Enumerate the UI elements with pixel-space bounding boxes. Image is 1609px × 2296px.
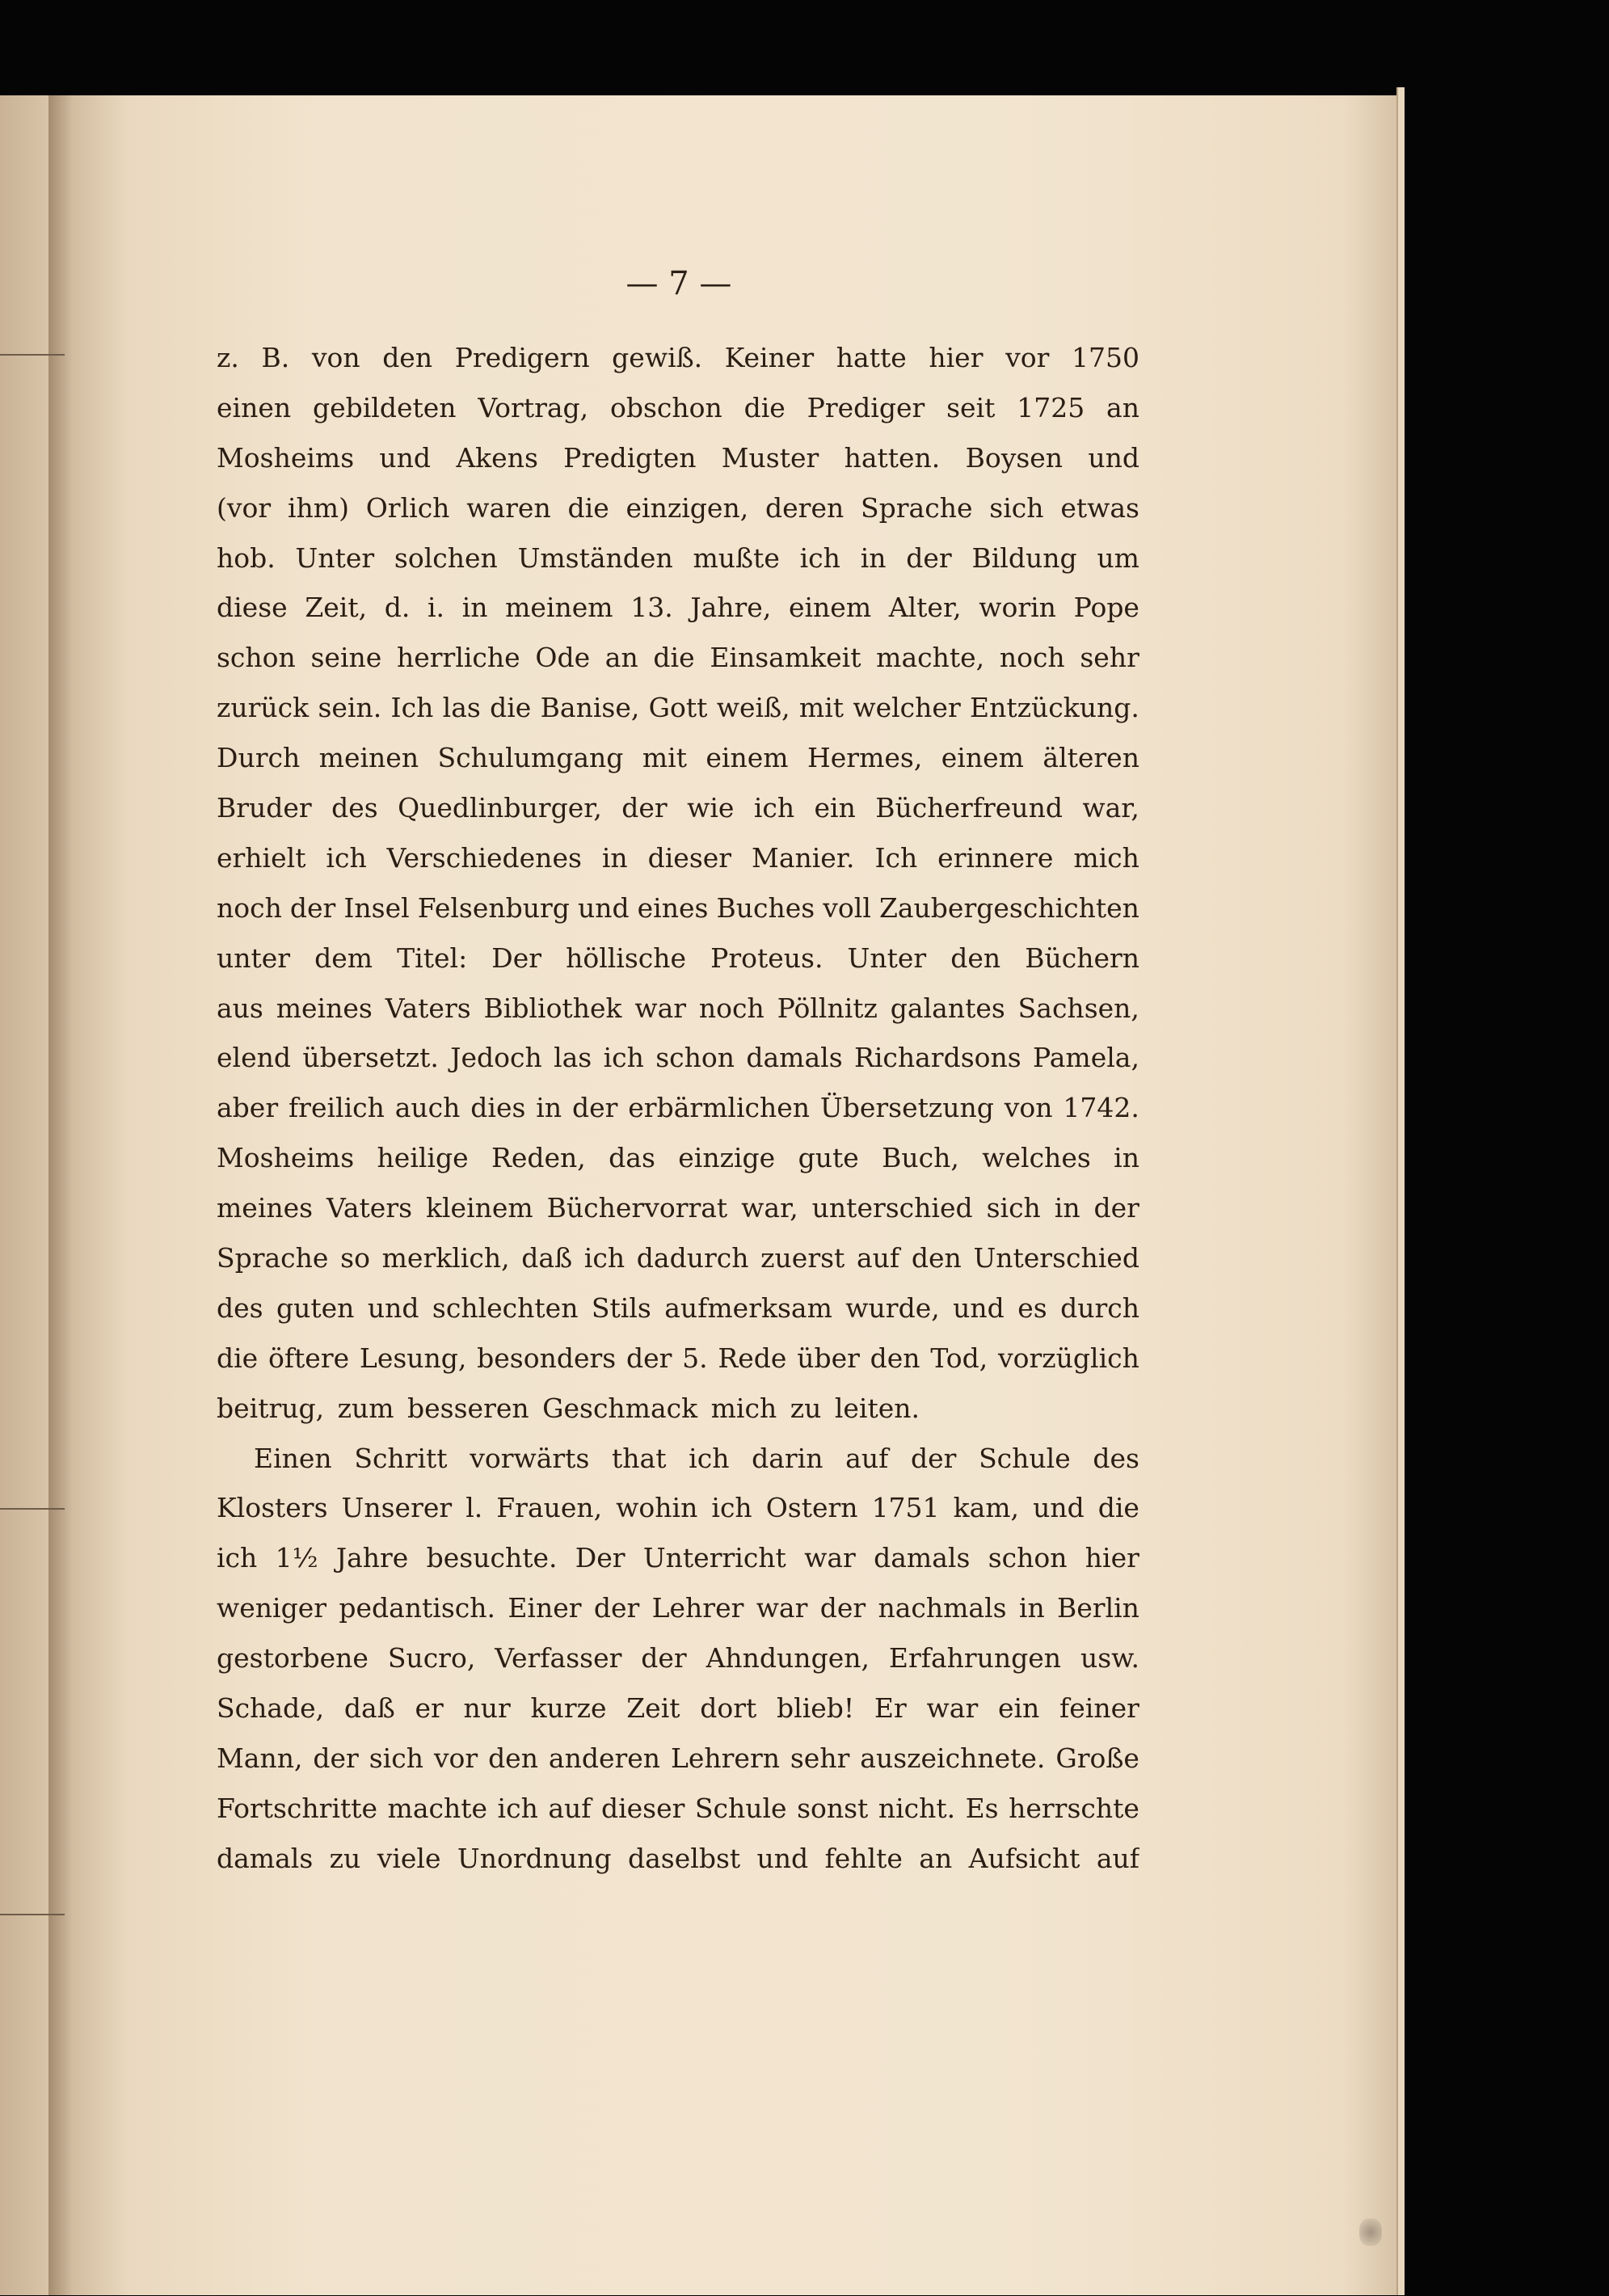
text-line: Sprache so merklich, daß ich dadurch zuerst auf den Unterschied — [217, 1242, 1139, 1274]
text-line: weniger pedantisch. Einer der Lehrer war der nachmals in Berlin — [217, 1592, 1139, 1624]
text-line: schon seine herrliche Ode an die Einsamkeit machte, noch sehr — [217, 642, 1139, 674]
text-line: einen gebildeten Vortrag, obschon die Prediger seit 1725 an — [217, 391, 1139, 423]
text-line: diese Zeit, d. i. in meinem 13. Jahre, einem Alter, worin Pope — [217, 592, 1139, 624]
text-line: die öftere Lesung, besonders der 5. Rede über den Tod, vorzüglich — [217, 1342, 1139, 1374]
text-line: elend übersetzt. Jedoch las ich schon damals Richardsons Pamela, — [217, 1042, 1139, 1074]
right-page-edge — [1396, 87, 1405, 2295]
text-line: ich 1½ Jahre besuchte. Der Unterricht war damals schon hier — [217, 1542, 1139, 1574]
text-line: Fortschritte machte ich auf dieser Schule sonst nicht. Es herrschte — [217, 1792, 1139, 1824]
text-line: beitrug, zum besseren Geschmack mich zu leiten. — [217, 1392, 920, 1424]
text-line: gestorbene Sucro, Verfasser der Ahndungen, Erfahrungen usw. — [217, 1642, 1139, 1675]
text-line: Einen Schritt vorwärts that ich darin auf der Schule des — [254, 1442, 1139, 1474]
gutter-shadow — [48, 95, 73, 2295]
text-line: Schade, daß er nur kurze Zeit dort blieb! Er war ein feiner — [217, 1692, 1139, 1725]
text-line: Mosheims heilige Reden, das einzige gute Buch, welches in — [217, 1142, 1139, 1174]
text-line: (vor ihm) Orlich waren die einzigen, deren Sprache sich etwas — [217, 491, 1139, 524]
page-number: — 7 — — [625, 265, 732, 302]
margin-mark — [0, 1914, 65, 1915]
body-text — [217, 333, 1139, 1884]
text-line: aber freilich auch dies in der erbärmlichen Übersetzung von 1742. — [217, 1092, 1139, 1124]
text-line: hob. Unter solchen Umständen mußte ich in der Bildung um — [217, 541, 1139, 574]
text-line: Klosters Unserer l. Frauen, wohin ich Ostern 1751 kam, und die — [217, 1492, 1139, 1524]
text-line: des guten und schlechten Stils aufmerksam wurde, und es durch — [217, 1291, 1139, 1324]
text-line: damals zu viele Unordnung daselbst und fehlte an Aufsicht auf — [217, 1842, 1139, 1874]
text-line: Mann, der sich vor den anderen Lehrern sehr auszeichnete. Große — [217, 1742, 1139, 1774]
page-smudge — [1359, 2218, 1382, 2246]
text-line: meines Vaters kleinem Büchervorrat war, unterschied sich in der — [217, 1192, 1139, 1224]
text-line: zurück sein. Ich las die Banise, Gott weiß, mit welcher Entzückung. — [217, 692, 1139, 724]
text-line: erhielt ich Verschiedenes in dieser Manier. Ich erinnere mich — [217, 841, 1139, 874]
text-line: unter dem Titel: Der höllische Proteus. Unter den Büchern — [217, 942, 1139, 974]
margin-mark — [0, 354, 65, 356]
text-line: Bruder des Quedlinburger, der wie ich ein Bücherfreund war, — [217, 792, 1139, 824]
text-line: z. B. von den Predigern gewiß. Keiner hatte hier vor 1750 — [217, 342, 1139, 373]
text-line: Durch meinen Schulumgang mit einem Hermes, einem älteren — [217, 742, 1139, 774]
margin-mark — [0, 1508, 65, 1510]
text-line: Mosheims und Akens Predigten Muster hatten. Boysen und — [217, 441, 1139, 474]
text-line: aus meines Vaters Bibliothek war noch Pöllnitz galantes Sachsen, — [217, 992, 1139, 1024]
text-line: noch der Insel Felsenburg und eines Buches voll Zaubergeschichten — [217, 891, 1139, 924]
